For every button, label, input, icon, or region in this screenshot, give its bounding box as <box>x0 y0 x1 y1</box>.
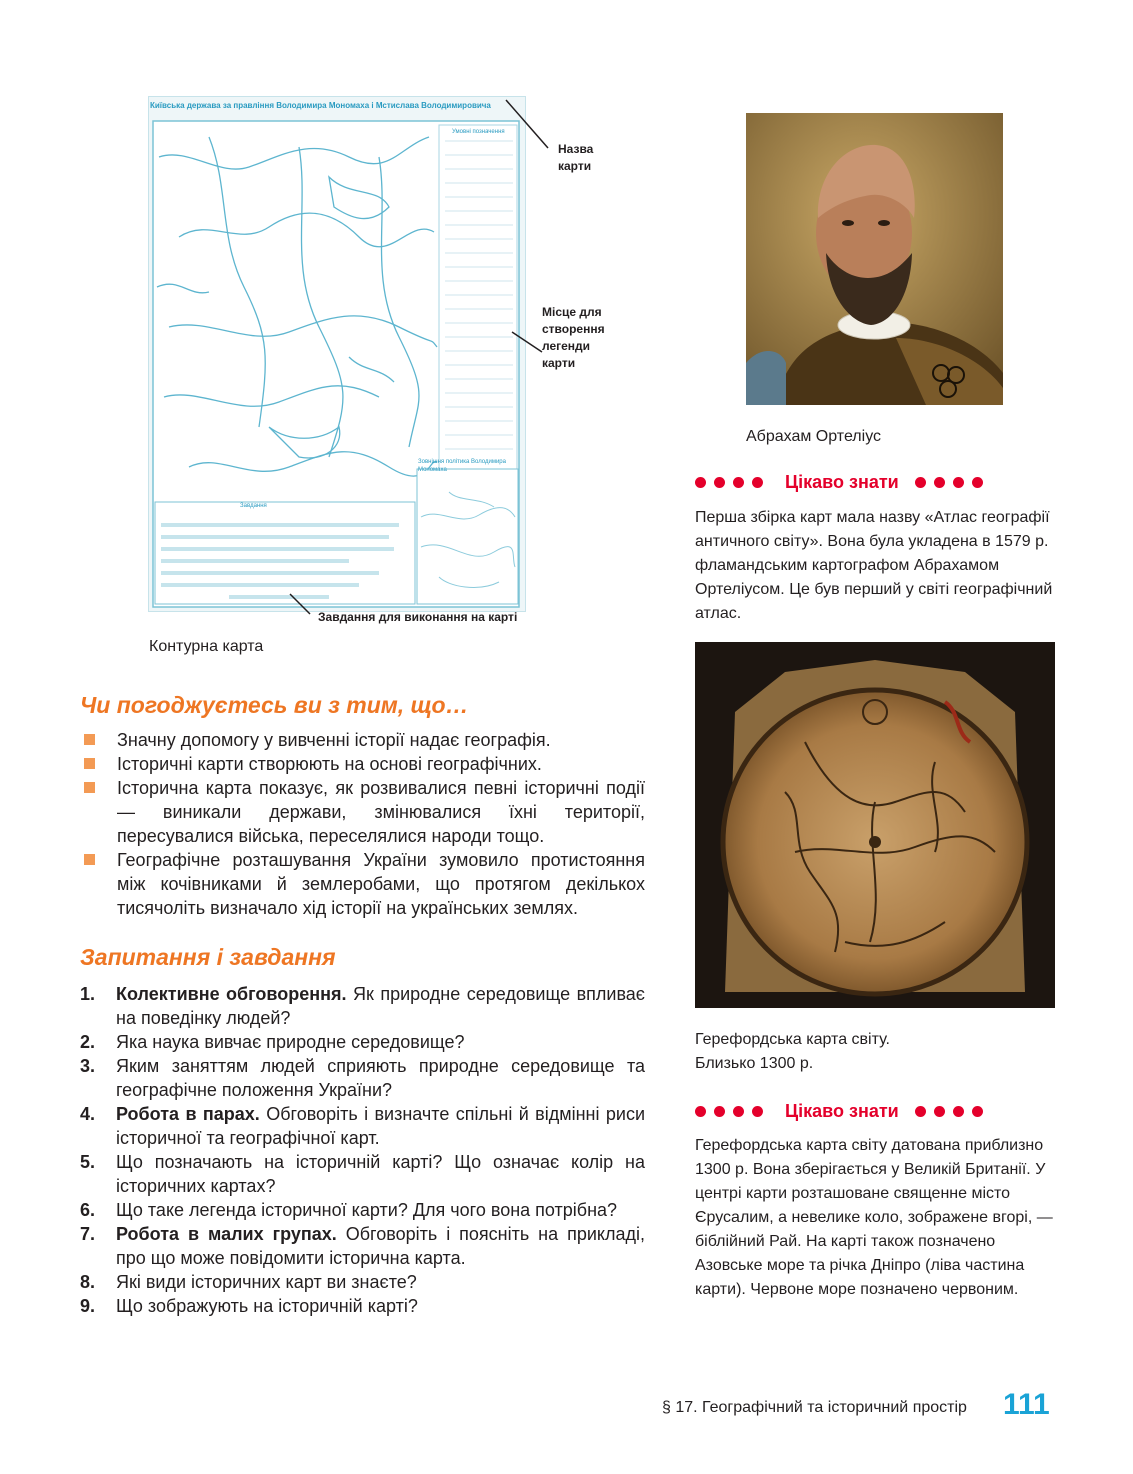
question-number: 2. <box>80 1032 96 1052</box>
ortelius-portrait-image <box>746 113 1003 405</box>
callout-legend-line: карти <box>542 356 576 370</box>
contour-map-caption: Контурна карта <box>149 638 264 655</box>
decorative-dots-icon <box>695 1106 763 1117</box>
question-number: 9. <box>80 1296 96 1316</box>
question-item <box>80 1030 645 1054</box>
question-bold-lead: Робота в парах. <box>116 1104 260 1124</box>
hereford-caption-line: Близько 1300 р. <box>695 1055 814 1072</box>
agree-list-item: Значну допомогу у вивченні історії надає географія. <box>83 728 645 752</box>
decorative-dots-icon <box>695 477 763 488</box>
hereford-caption-line: Герефордська карта світу. <box>695 1031 890 1048</box>
question-text: Що позначають на історичній карті? Що означає колір на історичних картах? <box>116 1152 645 1196</box>
fact1-header <box>695 470 1055 494</box>
question-number: 3. <box>80 1056 96 1076</box>
question-item <box>80 1102 645 1150</box>
question-item <box>80 1150 645 1198</box>
hereford-map-image <box>695 642 1055 1008</box>
question-item <box>80 1054 645 1102</box>
question-text: Обговоріть і визначте спільні й відмінні риси історичної та географічної карт. <box>116 1104 645 1148</box>
agree-list-item: Географічне розташування України зумовило протистояння між кочівниками й землеробами, що протягом декількох тисячоліть визначало хід історії на українських землях. <box>83 848 645 920</box>
agree-list-item: Історична карта показує, як розвивалися певні історичні події — виникали держави, змінювалися їхні території, пересувалися війська, переселялися народи тощо. <box>83 776 645 848</box>
question-number: 4. <box>80 1104 96 1124</box>
callout-map-title-line: карти <box>558 159 592 173</box>
fact1-text: Перша збірка карт мала назву «Атлас географії античного світу». Вона була укладена в 1579 р. фламандським картографом Абрахамом Ортеліусом. Це був перший у світі географічний атлас. <box>695 509 1053 622</box>
ortelius-portrait-caption: Абрахам Ортеліус <box>746 428 882 445</box>
question-item <box>80 1222 645 1270</box>
page-number: 111 <box>1003 1388 1050 1421</box>
question-item <box>80 982 645 1030</box>
question-text: Обговоріть і поясніть на прикладі, про що може повідомити історична карта. <box>116 1224 646 1268</box>
callout-legend-line: створення <box>542 322 605 336</box>
contour-map-drawing <box>149 97 525 611</box>
question-text: Як природне середовище впливає на поведінку людей? <box>116 984 645 1028</box>
contour-map-title: Київська держава за правління Володимира Мономаха і Мстислава Володимировича <box>150 101 491 110</box>
callout-legend-line: легенди <box>542 339 591 353</box>
questions-heading: Запитання і завдання <box>80 944 336 970</box>
callout-map-title <box>558 141 593 175</box>
question-number: 6. <box>80 1200 96 1220</box>
question-text: Яка наука вивчає природне середовище? <box>116 1032 465 1052</box>
callout-legend-line: Місце для <box>542 305 602 319</box>
question-bold-lead: Робота в малих групах. <box>116 1224 337 1244</box>
decorative-dots-icon <box>915 1106 983 1117</box>
fact2-text: Герефордська карта світу датована приблизно 1300 р. Вона зберігається у Великій Британії. У центрі карти розташоване священне місто Єрусалим, а невелике коло, зображене вгорі, — біблійний Рай. На карті також позначено Азовське море та річка Дніпро (ліва частина карти). Червоне море позначено червоним. <box>695 1137 1053 1298</box>
footer-section-title: § 17. Географічний та історичний простір <box>662 1399 967 1416</box>
agree-list <box>83 728 645 920</box>
fact1-title: Цікаво знати <box>785 471 899 492</box>
decorative-dots-icon <box>915 477 983 488</box>
question-item <box>80 1198 645 1222</box>
callout-tasks: Завдання для виконання на карті <box>318 610 518 624</box>
questions-list <box>80 982 645 1318</box>
callout-map-title-line: Назва <box>558 142 594 156</box>
hereford-map-caption <box>695 1028 890 1076</box>
question-number: 5. <box>80 1152 96 1172</box>
contour-map-inset-title: Зовнішня політика Володимира Мономаха <box>418 459 506 473</box>
question-number: 7. <box>80 1224 96 1244</box>
question-item <box>80 1270 645 1294</box>
fact2-title: Цікаво знати <box>785 1100 899 1121</box>
agree-list-item: Історичні карти створюють на основі географічних. <box>83 752 645 776</box>
question-item <box>80 1294 645 1318</box>
question-text: Що таке легенда історичної карти? Для чого вона потрібна? <box>116 1200 618 1220</box>
question-text: Яким заняттям людей сприяють природне середовище та географічне положення України? <box>116 1056 645 1100</box>
callout-legend-space <box>542 304 605 372</box>
callout-line-tasks <box>286 590 316 620</box>
question-text: Які види історичних карт ви знаєте? <box>116 1272 417 1292</box>
agree-heading: Чи погоджуєтесь ви з тим, що… <box>80 692 469 718</box>
contour-map-image <box>148 96 526 612</box>
question-number: 1. <box>80 984 96 1004</box>
question-bold-lead: Колективне обговорення. <box>116 984 347 1004</box>
question-number: 8. <box>80 1272 96 1292</box>
callout-line-title <box>500 96 560 156</box>
contour-map-legend-header: Умовні позначення <box>452 129 505 135</box>
contour-map-tasks-header: Завдання <box>240 503 267 509</box>
fact2-header <box>695 1099 1055 1123</box>
question-text: Що зображують на історичній карті? <box>116 1296 418 1316</box>
